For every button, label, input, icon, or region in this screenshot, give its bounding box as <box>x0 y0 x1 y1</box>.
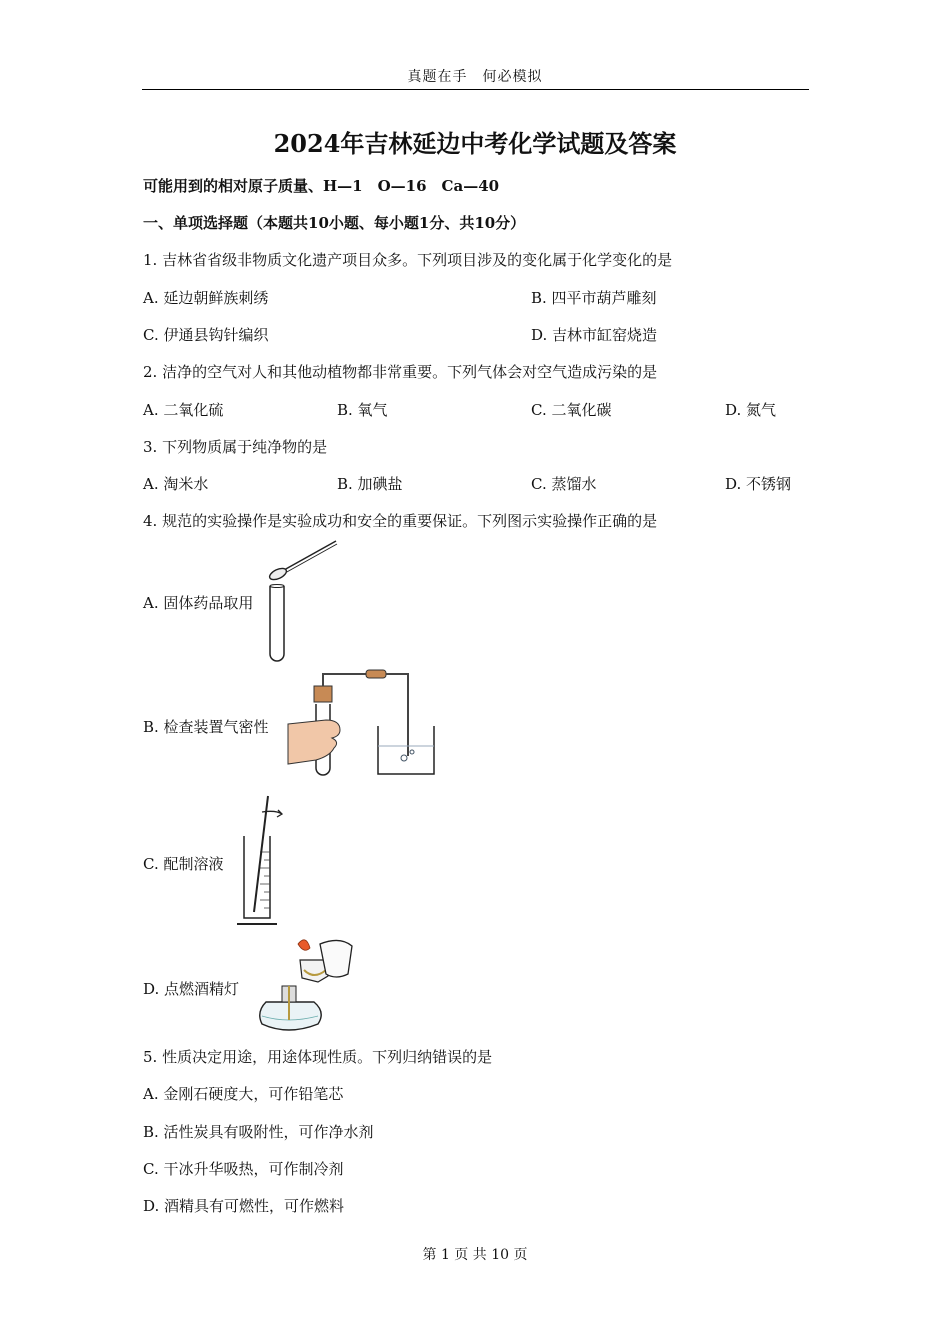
question-3-option-a: A. 淘米水 <box>143 475 209 493</box>
question-5-option-a: A. 金刚石硬度大，可作铅笔芯 <box>143 1085 344 1103</box>
question-1-option-b: B. 四平市葫芦雕刻 <box>531 289 657 307</box>
question-1-option-a: A. 延边朝鲜族刺绣 <box>143 289 269 307</box>
question-1-stem: 1. 吉林省省级非物质文化遗产项目众多。下列项目涉及的变化属于化学变化的是 <box>143 251 673 269</box>
question-3-option-b: B. 加碘盐 <box>337 475 403 493</box>
spoon-test-tube-figure <box>266 536 346 666</box>
section-heading: 一、单项选择题（本题共10小题、每小题1分、共10分） <box>143 214 526 232</box>
question-5-option-b: B. 活性炭具有吸附性，可作净水剂 <box>143 1123 374 1141</box>
gas-tightness-apparatus-figure <box>286 664 436 784</box>
question-4-option-a: A. 固体药品取用 <box>143 594 254 612</box>
question-4-option-c: C. 配制溶液 <box>143 855 224 873</box>
question-4-option-b: B. 检查装置气密性 <box>143 718 269 736</box>
header-divider <box>142 89 809 90</box>
question-1-option-c: C. 伊通县钩针编织 <box>143 326 269 344</box>
question-2-option-c: C. 二氧化碳 <box>531 401 612 419</box>
question-2-option-a: A. 二氧化硫 <box>143 401 224 419</box>
atomic-mass-note: 可能用到的相对原子质量、H—1 O—16 Ca—40 <box>143 177 500 195</box>
question-1-option-d: D. 吉林市缸窑烧造 <box>531 326 658 344</box>
question-5-option-c: C. 干冰升华吸热，可作制冷剂 <box>143 1160 344 1178</box>
question-4-stem: 4. 规范的实验操作是实验成功和安全的重要保证。下列图示实验操作正确的是 <box>143 512 658 530</box>
question-2-option-d: D. 氮气 <box>725 401 777 419</box>
question-3-option-c: C. 蒸馏水 <box>531 475 597 493</box>
page-header: 真题在手 何必模拟 <box>407 69 543 85</box>
alcohol-lamp-figure <box>248 934 368 1039</box>
question-5-stem: 5. 性质决定用途，用途体现性质。下列归纳错误的是 <box>143 1048 493 1066</box>
question-3-option-d: D. 不锈钢 <box>725 475 792 493</box>
question-3-stem: 3. 下列物质属于纯净物的是 <box>143 438 328 456</box>
question-2-option-b: B. 氧气 <box>337 401 388 419</box>
page-footer: 第 1 页 共 10 页 <box>422 1247 528 1263</box>
graduated-cylinder-figure <box>232 792 302 932</box>
question-4-option-d: D. 点燃酒精灯 <box>143 980 240 998</box>
question-2-stem: 2. 洁净的空气对人和其他动植物都非常重要。下列气体会对空气造成污染的是 <box>143 363 658 381</box>
document-title: 2024年吉林延边中考化学试题及答案 <box>273 129 677 158</box>
question-5-option-d: D. 酒精具有可燃性，可作燃料 <box>143 1197 345 1215</box>
